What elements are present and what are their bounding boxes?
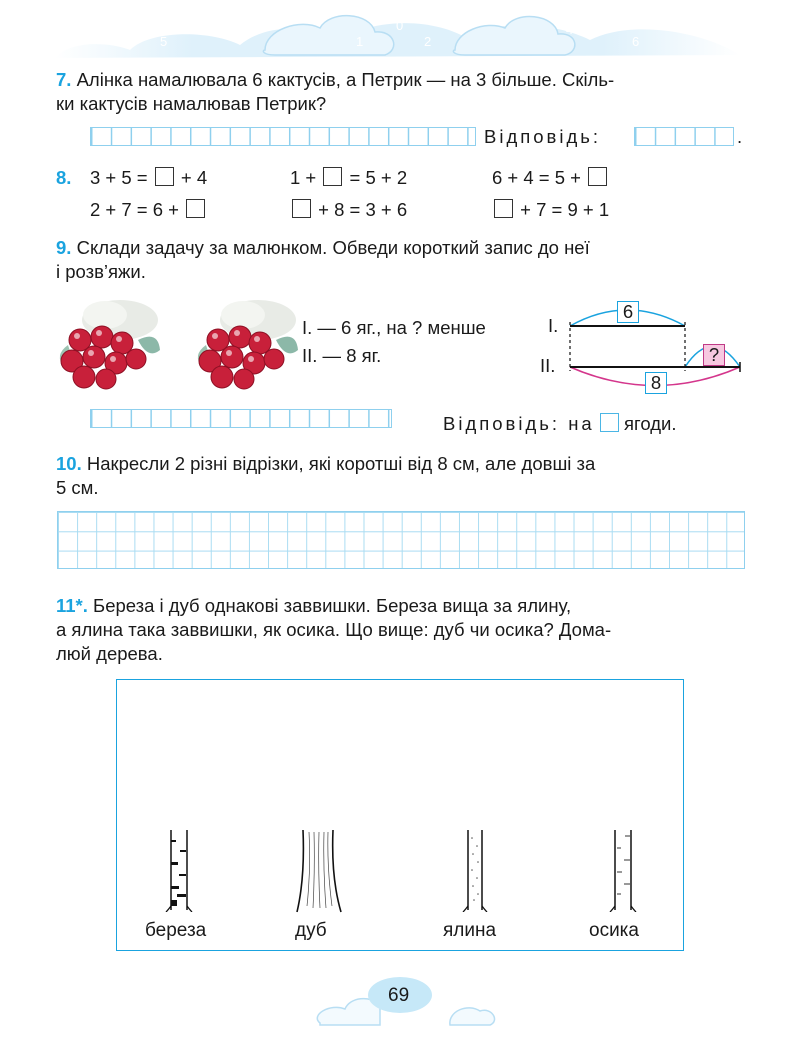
aspen-trunk [609,828,639,912]
answer-cells-solution[interactable] [90,409,392,428]
task-11-text [56,594,756,666]
task-number: 8. [56,167,72,188]
task-text-line: Склади задачу за малюнком. Обведи короткий запис до неї [76,237,590,258]
cloud-number: 6 [632,34,640,49]
tree-label: дуб [295,920,327,941]
segment-diagram [530,296,750,396]
oak-trunk [293,828,345,914]
spruce-trunk [461,828,491,912]
task-7-text [56,68,756,116]
task-text-line: і розв’яжи. [56,261,146,282]
task-text-line: 5 см. [56,477,99,498]
page-number: 69 [388,985,410,1006]
answer-suffix: ягоди. [624,413,677,434]
equation: 1 + = 5 + 2 [290,167,408,188]
answer-label: Відповідь: на [443,413,595,434]
cloud-number: 8 [690,22,698,37]
diagram-value-bottom: 8 [645,372,667,394]
task-9-text [56,236,756,284]
cloud-number: 2 [424,34,432,49]
tree-drawing-frame[interactable] [116,679,684,951]
short-record [302,314,486,370]
task-number: 9. [56,237,72,258]
cloud-number: 3 [222,22,230,37]
header-cloud-band [0,0,800,60]
diagram-value-top: 6 [617,301,639,323]
diagram-label-1: І. [548,315,559,336]
diagram-label-2: ІІ. [540,355,556,376]
record-line: І. — 6 яг., на ? менше [302,317,486,338]
answer-box[interactable] [494,199,513,218]
cloud-number: 7 [108,20,116,35]
equation: 3 + 5 = + 4 [90,167,208,188]
answer-box[interactable] [588,167,607,186]
task-text-line: Береза і дуб однакові заввишки. Береза вища за ялину, [93,595,572,616]
answer-box[interactable] [323,167,342,186]
task-text-line: Накресли 2 різні відрізки, які коротші від 8 см, але довші за [86,453,596,474]
task-number: 7. [56,69,72,90]
answer-label: Відповідь: [484,126,602,147]
answer-period: . [737,126,743,147]
answer-box[interactable] [292,199,311,218]
equation: + 8 = 3 + 6 [290,198,407,222]
cloud-number: 1 [356,34,364,49]
task-number: 10. [56,453,82,474]
answer-cells-solution[interactable] [90,127,476,146]
answer-box[interactable] [186,199,205,218]
task-number: 11*. [56,595,88,616]
task-text-line: люй дерева. [56,643,163,664]
record-line: ІІ. — 8 яг. [302,345,382,366]
task-9-answer [443,412,677,436]
answer-box[interactable] [155,167,174,186]
drawing-grid[interactable] [57,511,745,569]
task-10-text [56,452,756,500]
berries-illustration [188,295,308,395]
diagram-value-question: ? [703,344,725,366]
cloud-number: 5 [160,34,168,49]
equation: + 7 = 9 + 1 [492,198,609,222]
task-text-line: Алінка намалювала 6 кактусів, а Петрик — на 3 більше. Скіль- [76,69,615,90]
task-text-line: ки кактусів намалював Петрик? [56,93,327,114]
cloud-number: 0 [396,18,404,33]
equation: 6 + 4 = 5 + [492,166,609,190]
birch-trunk [165,828,195,912]
answer-cells-result[interactable] [634,127,734,146]
cloud-number: 4 [566,22,574,37]
tree-label: осика [589,920,639,941]
tree-label: ялина [443,920,497,941]
answer-box[interactable] [600,413,619,432]
berries-illustration [50,295,170,395]
task-text-line: а ялина така заввишки, як осика. Що вище: дуб чи осика? Дома- [56,619,612,640]
tree-label: береза [145,920,207,941]
equation: 2 + 7 = 6 + [90,198,207,222]
